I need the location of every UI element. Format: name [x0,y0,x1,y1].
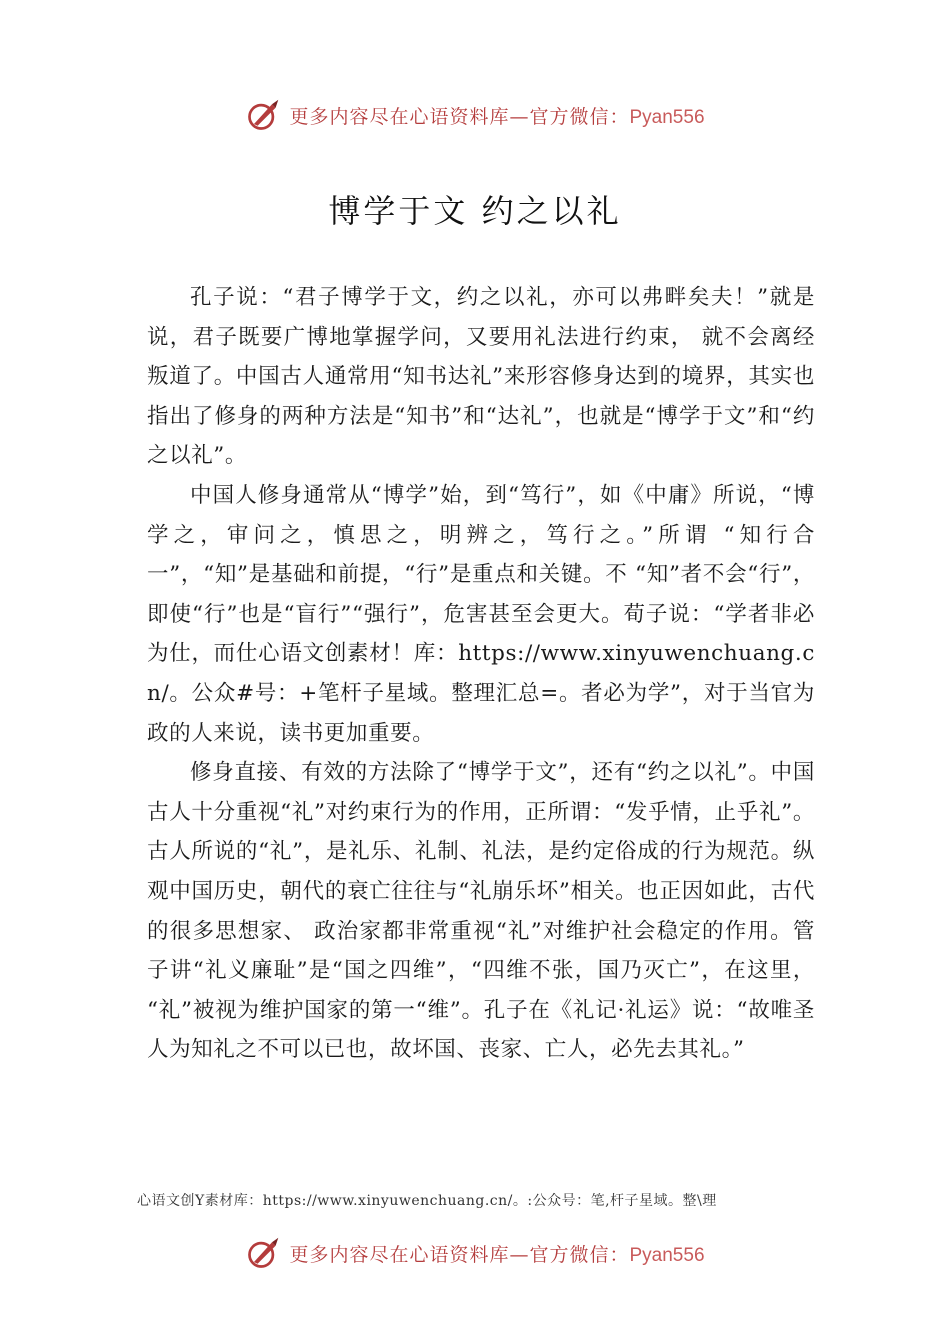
header-wechat-id: Pyan556 [629,106,705,128]
footer-banner-text [289,1240,704,1267]
paragraph-2: 中国人修身通常从“博学”始，到“笃行”，如《中庸》所说，“博学之，审问之，慎思之，明辨之，笃行之。”所谓 “知行合一”，“知”是基础和前提，“行”是重点和关键。不 “知”者不会“行”，即使“行”也是“盲行”“强行”，危害甚至会更大。荀子说：“学者非必为仕，而仕心语文创素材！库：https://www.xinyuwenchuang.cn/。公众#号：+笔杆子星域。整理汇总=。者必为学”，对于当官为政的人来说，读书更加重要。 [147,482,815,746]
article-body [147,278,815,1070]
header-banner-text [289,102,704,129]
paragraph-1: 孔子说：“君子博学于文，约之以礼，亦可以弗畔矣夫！”就是说，君子既要广博地掌握学问，又要用礼法进行约束， 就不会离经叛道了。中国古人通常用“知书达礼”来形容修身达到的境界，其实也指出了修身的两种方法是“知书”和“达礼”，也就是“博学于文”和“约之以礼”。 [147,285,815,469]
header-banner-label: 更多内容尽在心语资料库—官方微信： [289,105,630,128]
paragraph-3: 修身直接、有效的方法除了“博学于文”，还有“约之以礼”。中国古人十分重视“礼”对约束行为的作用，正所谓：“发乎情，止乎礼”。古人所说的“礼”，是礼乐、礼制、礼法，是约定俗成的行为规范。纵观中国历史，朝代的衰亡往往与“礼崩乐坏”相关。也正因如此，古代的很多思想家、 政治家都非常重视“礼”对维护社会稳定的作用。管子讲“礼义廉耻”是“国之四维”，“四维不张，国乃灭亡”，在这里， “礼”被视为维护国家的第一“维”。孔子在《礼记·礼运》说：“故唯圣人为知礼之不可以已也，故坏国、丧家、亡人，必先去其礼。” [147,760,815,1063]
footer-banner [0,1230,950,1276]
footer-wechat-id: Pyan556 [629,1244,705,1266]
quill-pen-logo-icon [245,1235,281,1271]
quill-pen-logo-icon [245,97,281,133]
page-title: 博学于文 约之以礼 [328,192,622,230]
footer-note: 心语文创Y素材库：https://www.xinyuwenchuang.cn/。:公众号：笔,杆子星域。整\理 [137,1193,717,1209]
footer-banner-label: 更多内容尽在心语资料库—官方微信： [289,1243,630,1266]
header-banner [0,92,950,138]
